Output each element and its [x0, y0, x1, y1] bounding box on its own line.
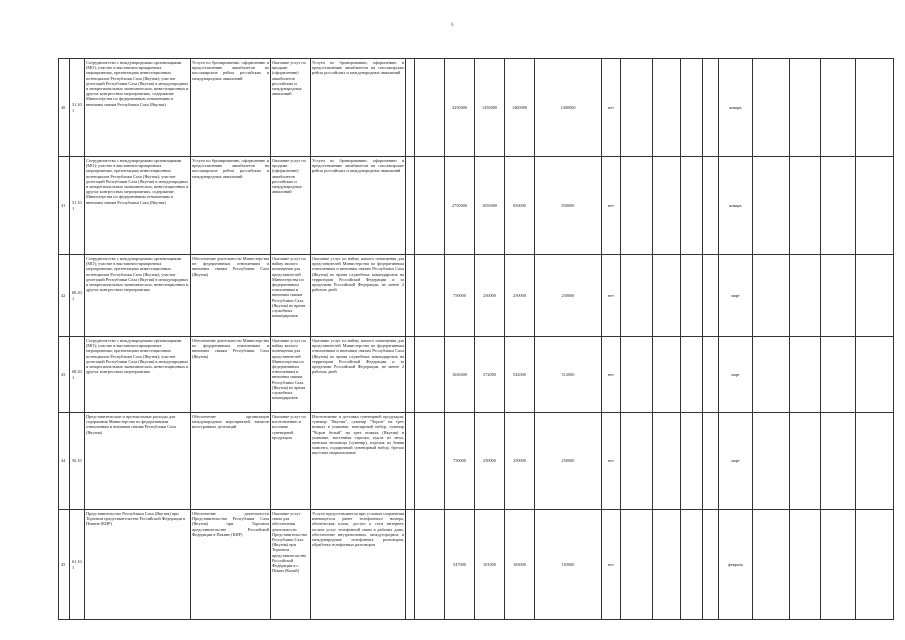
row-value-4: 250000 — [535, 255, 602, 337]
row-code: 51.10.1 — [70, 157, 85, 255]
row-value-3: 250000 — [505, 255, 535, 337]
row-activity: Обеспечение организации международных мероприятий, визитов иностранных делегаций — [191, 413, 271, 510]
row-value-2: 250000 — [475, 255, 505, 337]
row-activity: Услуги по бронированию, оформлению и предоставлению авиабилетов на пассажирские рейсы российских и международных авиалиний — [191, 59, 271, 157]
table-row — [59, 255, 894, 337]
row-flag: нет — [602, 255, 621, 337]
row-flag: нет — [602, 413, 621, 510]
row-month: март — [719, 255, 753, 337]
row-code: 61.10.1 — [70, 510, 85, 620]
row-value-3: 1400000 — [505, 59, 535, 157]
row-value-4: 183000 — [535, 510, 602, 620]
row-name: Сотрудничество с международными организациями (МО); участие в выставочно-ярмарочных мероприятиях, презентациях инвестиционных потенциалов Республики Саха (Якутия); участие делегаций Республики Саха (Якутия) в международных и межрегиональных экономических, инвестиционных и других конгрессных мероприятиях — [85, 337, 191, 413]
table-row — [59, 510, 894, 620]
row-value-3: 850000 — [505, 157, 535, 255]
page-number: 6 — [451, 23, 454, 28]
table-row — [59, 413, 894, 510]
row-activity: Услуги по бронированию, оформлению и предоставлению авиабилетов на пассажирские рейсы российских и международных авиалиний — [191, 157, 271, 255]
row-flag: нет — [602, 59, 621, 157]
row-month: январь — [719, 59, 753, 157]
row-requirements: Оказание услуг по найму жилого помещения для представителей Министерства по федеративным отношениям и внешним связям Республики Саха (Якутия) во время служебных командировок на территории Российской Федерации и за пределами Российской Федерации, не менее 2 рабочих дней — [311, 337, 406, 413]
row-value-4: 250000 — [535, 413, 602, 510]
row-value-4: 512000 — [535, 337, 602, 413]
table-row — [59, 59, 894, 157]
row-value-2: 181000 — [475, 510, 505, 620]
row-code: 68.20.1 — [70, 255, 85, 337]
row-number: 44 — [59, 413, 70, 510]
row-requirements: Оказание услуг по найму жилого помещения для представителей Министерства по федеративным отношениям и внешним связям Республики Саха (Якутия) во время служебных командировок на территории Российской Федерации и за пределами Российской Федерации, не менее 2 рабочих дней — [311, 255, 406, 337]
row-value-3: 542000 — [505, 337, 535, 413]
row-value-4: 850000 — [535, 157, 602, 255]
row-service: Оказание услуг по изготовлению и поставке сувенирной продукции — [271, 413, 311, 510]
row-value-2: 1050000 — [475, 157, 505, 255]
row-name: Сотрудничество с международными организациями (МО); участие в выставочно-ярмарочных мероприятиях, презентациях инвестиционных потенциалов Республики Саха (Якутия); участие делегаций Республики Саха (Якутия) в международных и межрегиональных экономических, инвестиционных и других конгрессных мероприятиях — [85, 255, 191, 337]
row-flag: нет — [602, 510, 621, 620]
row-name: Представительство Республики Саха (Якутия) при Торговом представительстве Российской Федерации в Пекине (КНР) — [85, 510, 191, 620]
row-number: 40 — [59, 59, 70, 157]
row-month: март — [719, 413, 753, 510]
row-service: Оказание услуг связи для обеспечения деятельности Представительства Республики Саха (Якутия) при Торговом представительстве Российской Федерации в г. Пекин (Китай) — [271, 510, 311, 620]
row-code: 56.10 — [70, 413, 85, 510]
row-value-2: 572000 — [475, 337, 505, 413]
row-value-1: 750000 — [445, 413, 475, 510]
row-name: Сотрудничество с международными организациями (МО); участие в выставочно-ярмарочных мероприятиях, презентациях инвестиционных потенциалов Республики Саха (Якутия); участие делегаций Республики Саха (Якутия) в международных и межрегиональных экономических, инвестиционных и других конгрессных мероприятиях, содержание Министерства по федеративным отношениям и внешним связям Республики Саха (Якутия) — [85, 157, 191, 255]
row-requirements: Услуги по бронированию, оформлению и предоставлению авиабилетов на пассажирские рейсы российских и международных авиалиний — [311, 59, 406, 157]
row-name: Сотрудничество с международными организациями (МО); участие в выставочно-ярмарочных мероприятиях, презентациях инвестиционных потенциалов Республики Саха (Якутия); участие делегаций Республики Саха (Якутия) в международных и межрегиональных экономических, инвестиционных и других конгрессных мероприятиях, содержание Министерства по федеративным отношениям и внешним связям Республики Саха (Якутия) — [85, 59, 191, 157]
row-service: Оказание услуг по продаже (оформлению) авиабилетов российских и международных авиалиний — [271, 157, 311, 255]
row-requirements: Услуги по бронированию, оформлению и предоставлению авиабилетов на пассажирские рейсы российских и международных авиалиний — [311, 157, 406, 255]
row-value-1: 1636000 — [445, 337, 475, 413]
row-number: 43 — [59, 337, 70, 413]
table-row — [59, 337, 894, 413]
row-name: Представительские и протокольные расходы для содержания Министерства по федеративным отношениям и внешним связям Республики Саха (Якутия) — [85, 413, 191, 510]
row-flag: нет — [602, 157, 621, 255]
row-code: 31.10.1 — [70, 59, 85, 157]
row-value-3: 183000 — [505, 510, 535, 620]
row-value-2: 250000 — [475, 413, 505, 510]
row-value-3: 250000 — [505, 413, 535, 510]
row-month: январь — [719, 157, 753, 255]
row-service: Оказание услуг по найму жилого помещения для представителей Министерства по федеративным отношениям и внешним связям Республики Саха (Якутия) во время служебных командировок — [271, 337, 311, 413]
row-service: Оказание услуг по найму жилого помещения для представителей Министерства по федеративным отношениям и внешним связям Республики Саха (Якутия) во время служебных командировок — [271, 255, 311, 337]
row-value-1: 3250000 — [445, 59, 475, 157]
row-requirements: Изготовление и доставка сувенирной продукции, сувенир "Якутия", сувенир "Чорон" на трех ножках в упаковке, ювелирный набор, сувенир "Чорон белый" на трех ножках (Якутия) в упаковке, настенная тарелка, кукла из меха, женская мельница (сувенир), изделия из бивня мамонта, подарочный сувенирный набор, брелок якутские национальные — [311, 413, 406, 510]
procurement-table — [58, 58, 894, 620]
row-value-1: 750000 — [445, 255, 475, 337]
row-value-1: 547000 — [445, 510, 475, 620]
row-number: 42 — [59, 255, 70, 337]
row-month: март — [719, 337, 753, 413]
row-value-2: 1450000 — [475, 59, 505, 157]
row-month: февраль — [719, 510, 753, 620]
row-code: 68.20.1 — [70, 337, 85, 413]
row-service: Оказание услуг по продаже (оформлению) авиабилетов российских и международных авиалиний — [271, 59, 311, 157]
row-value-1: 2750000 — [445, 157, 475, 255]
row-requirements: Услуги предоставляются при условии сохранения имеющегося ранее телефонного номера, абонентская плата, доступ к сети интернет, оплата услуг телефонной связи в рабочих днях, обеспечение внутризоновых, междугородних и международных телефонных разговоров, обработка телефонных разговоров — [311, 510, 406, 620]
table-row — [59, 157, 894, 255]
row-activity: Обеспечение деятельности Представительства Республики Саха (Якутия) при Торговом представительстве Российской Федерации в Пекине (КНР) — [191, 510, 271, 620]
row-activity: Обеспечение деятельности Министерства по федеративным отношениям и внешним связям Республики Саха (Якутия) — [191, 337, 271, 413]
row-activity: Обеспечение деятельности Министерства по федеративным отношениям и внешним связям Республики Саха (Якутия) — [191, 255, 271, 337]
row-value-4: 1400000 — [535, 59, 602, 157]
row-number: 45 — [59, 510, 70, 620]
row-number: 41 — [59, 157, 70, 255]
row-flag: нет — [602, 337, 621, 413]
